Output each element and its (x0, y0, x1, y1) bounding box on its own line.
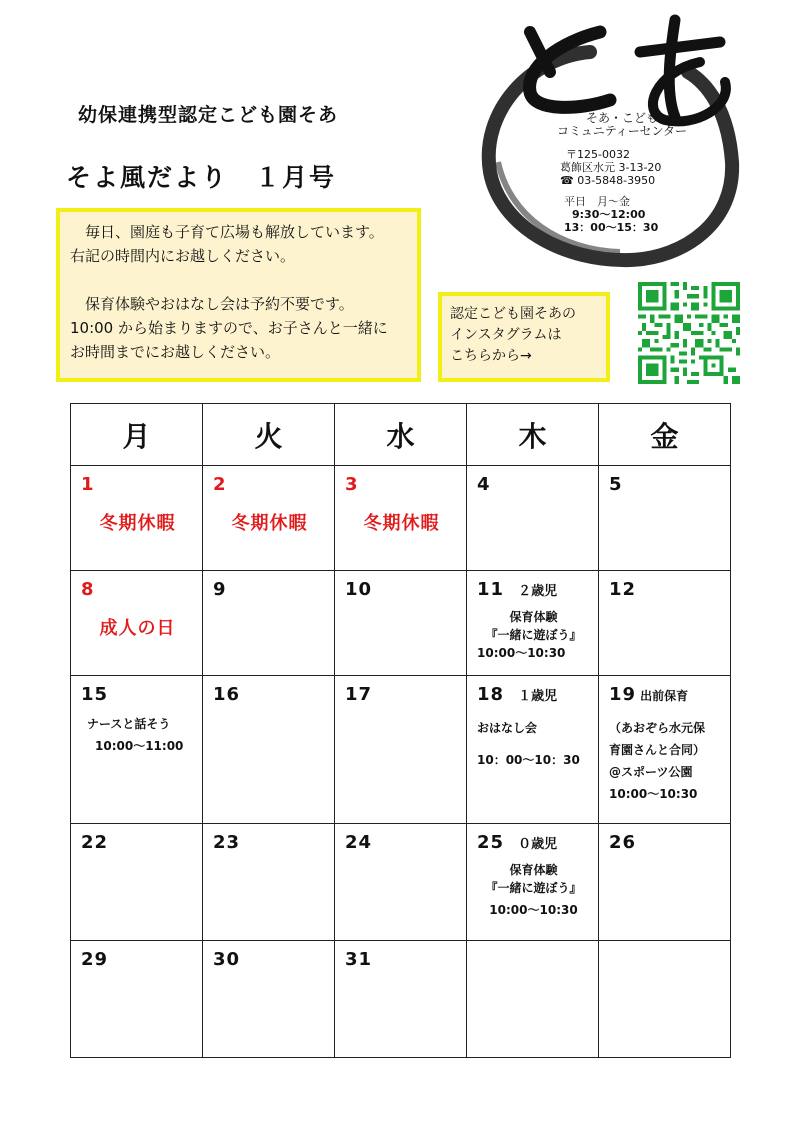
instagram-line: こちらから→ (450, 348, 532, 364)
calendar-day (203, 676, 335, 824)
day-number: 12 (609, 579, 637, 600)
center-info (542, 112, 702, 234)
event-location: @スポーツ公園 (609, 765, 693, 779)
day-number: 25 (477, 832, 505, 853)
calendar-day (71, 571, 203, 676)
weekday-header: 金 (599, 404, 731, 466)
newsletter-title: そよ風だより １月号 (66, 163, 337, 192)
event-time: 10:00～10:30 (477, 646, 566, 660)
calendar-day (599, 824, 731, 941)
event-time: 10:00～10:30 (609, 787, 698, 801)
event-title: 保育体験 (509, 610, 558, 624)
calendar-day (335, 676, 467, 824)
day-number: 5 (609, 474, 623, 495)
event-target-age: １歳児 (518, 689, 558, 704)
calendar-day (467, 824, 599, 941)
day-number: 29 (81, 949, 109, 970)
phone-number: ☎ 03-5848-3950 (560, 174, 656, 187)
hours-afternoon: 13：00～15：30 (564, 221, 659, 234)
calendar-day (335, 571, 467, 676)
calendar-day (467, 676, 599, 824)
event-subtitle: 『一緒に遊ぼう』 (485, 881, 582, 895)
event-target-age: ２歳児 (518, 584, 558, 599)
calendar-table (70, 403, 731, 1058)
event-time: 10:00～11:00 (95, 739, 184, 753)
day-number: 3 (345, 474, 359, 495)
notice-line: 右記の時間内にお越しください。 (70, 247, 296, 265)
notice-line: 毎日、園庭も子育て広場も解放しています。 (70, 223, 384, 241)
holiday-label: 冬期休暇 (99, 513, 176, 534)
day-number: 24 (345, 832, 373, 853)
notice-spacer (70, 268, 407, 292)
day-number: 2 (213, 474, 227, 495)
day-number: 23 (213, 832, 241, 853)
calendar-day (203, 941, 335, 1058)
day-number: 11 (477, 579, 505, 600)
calendar-day (467, 571, 599, 676)
weekday-header: 月 (71, 404, 203, 466)
calendar-week (71, 824, 731, 941)
calendar-day (203, 571, 335, 676)
holiday-label: 冬期休暇 (363, 513, 440, 534)
calendar-day (71, 466, 203, 571)
day-number: 9 (213, 579, 227, 600)
holiday-label: 冬期休暇 (231, 513, 308, 534)
event-detail: （あおぞら水元保 (609, 721, 706, 735)
day-number: 17 (345, 684, 373, 705)
event-time: 10：00～10：30 (477, 753, 580, 767)
calendar-week (71, 466, 731, 571)
event-title: ナースと話そう (87, 717, 171, 731)
calendar-week (71, 941, 731, 1058)
weekday-header: 水 (335, 404, 467, 466)
calendar-day (599, 571, 731, 676)
day-number: 15 (81, 684, 109, 705)
event-time: 10:00～10:30 (489, 903, 578, 917)
notice-line: 10:00 から始まりますので、お子さんと一緒に (70, 319, 388, 337)
instagram-line: インスタグラムは (450, 327, 562, 343)
calendar-day (203, 466, 335, 571)
calendar-day (71, 824, 203, 941)
postal-code: 〒125-0032 (566, 148, 630, 161)
event-title: 保育体験 (509, 863, 558, 877)
day-number: 31 (345, 949, 373, 970)
calendar-day (467, 941, 599, 1058)
day-number: 18 (477, 684, 505, 705)
event-detail: 育園さんと合同） (609, 743, 706, 757)
day-number: 26 (609, 832, 637, 853)
weekday-header-row (71, 404, 731, 466)
calendar-day (203, 824, 335, 941)
day-number: 10 (345, 579, 373, 600)
instagram-line: 認定こども園そあの (450, 306, 576, 322)
calendar-day (335, 824, 467, 941)
center-name: コミュニティーセンター (556, 124, 688, 138)
weekday-header: 火 (203, 404, 335, 466)
event-label: 出前保育 (640, 689, 689, 703)
day-number: 16 (213, 684, 241, 705)
qr-code-icon[interactable] (638, 282, 740, 384)
notice-line: 保育体験やおはなし会は予約不要です。 (70, 295, 354, 313)
address: 葛飾区水元 3-13-20 (560, 161, 662, 174)
notice-box (56, 208, 421, 382)
calendar-day (599, 676, 731, 824)
calendar-day (467, 466, 599, 571)
day-number: 1 (81, 474, 95, 495)
center-name: そあ・こども (585, 111, 658, 125)
calendar-day (335, 466, 467, 571)
day-number: 22 (81, 832, 109, 853)
day-number: 8 (81, 579, 95, 600)
calendar-day (71, 676, 203, 824)
day-number: 30 (213, 949, 241, 970)
notice-line: お時間までにお越しください。 (70, 343, 281, 361)
calendar-week (71, 571, 731, 676)
calendar-day (599, 466, 731, 571)
day-number: 4 (477, 474, 491, 495)
hours-label: 平日 月～金 (564, 195, 630, 208)
hours-morning: 9:30～12:00 (572, 208, 646, 221)
event-subtitle: 『一緒に遊ぼう』 (485, 628, 582, 642)
calendar-day (599, 941, 731, 1058)
day-number: 19 (609, 684, 637, 705)
calendar-day (335, 941, 467, 1058)
calendar-week (71, 676, 731, 824)
instagram-box (438, 292, 610, 382)
event-title: おはなし会 (477, 721, 538, 735)
org-name: 幼保連携型認定こども園そあ (78, 104, 339, 126)
holiday-label: 成人の日 (99, 618, 176, 639)
calendar-day (71, 941, 203, 1058)
event-target-age: ０歳児 (518, 837, 558, 852)
weekday-header: 木 (467, 404, 599, 466)
